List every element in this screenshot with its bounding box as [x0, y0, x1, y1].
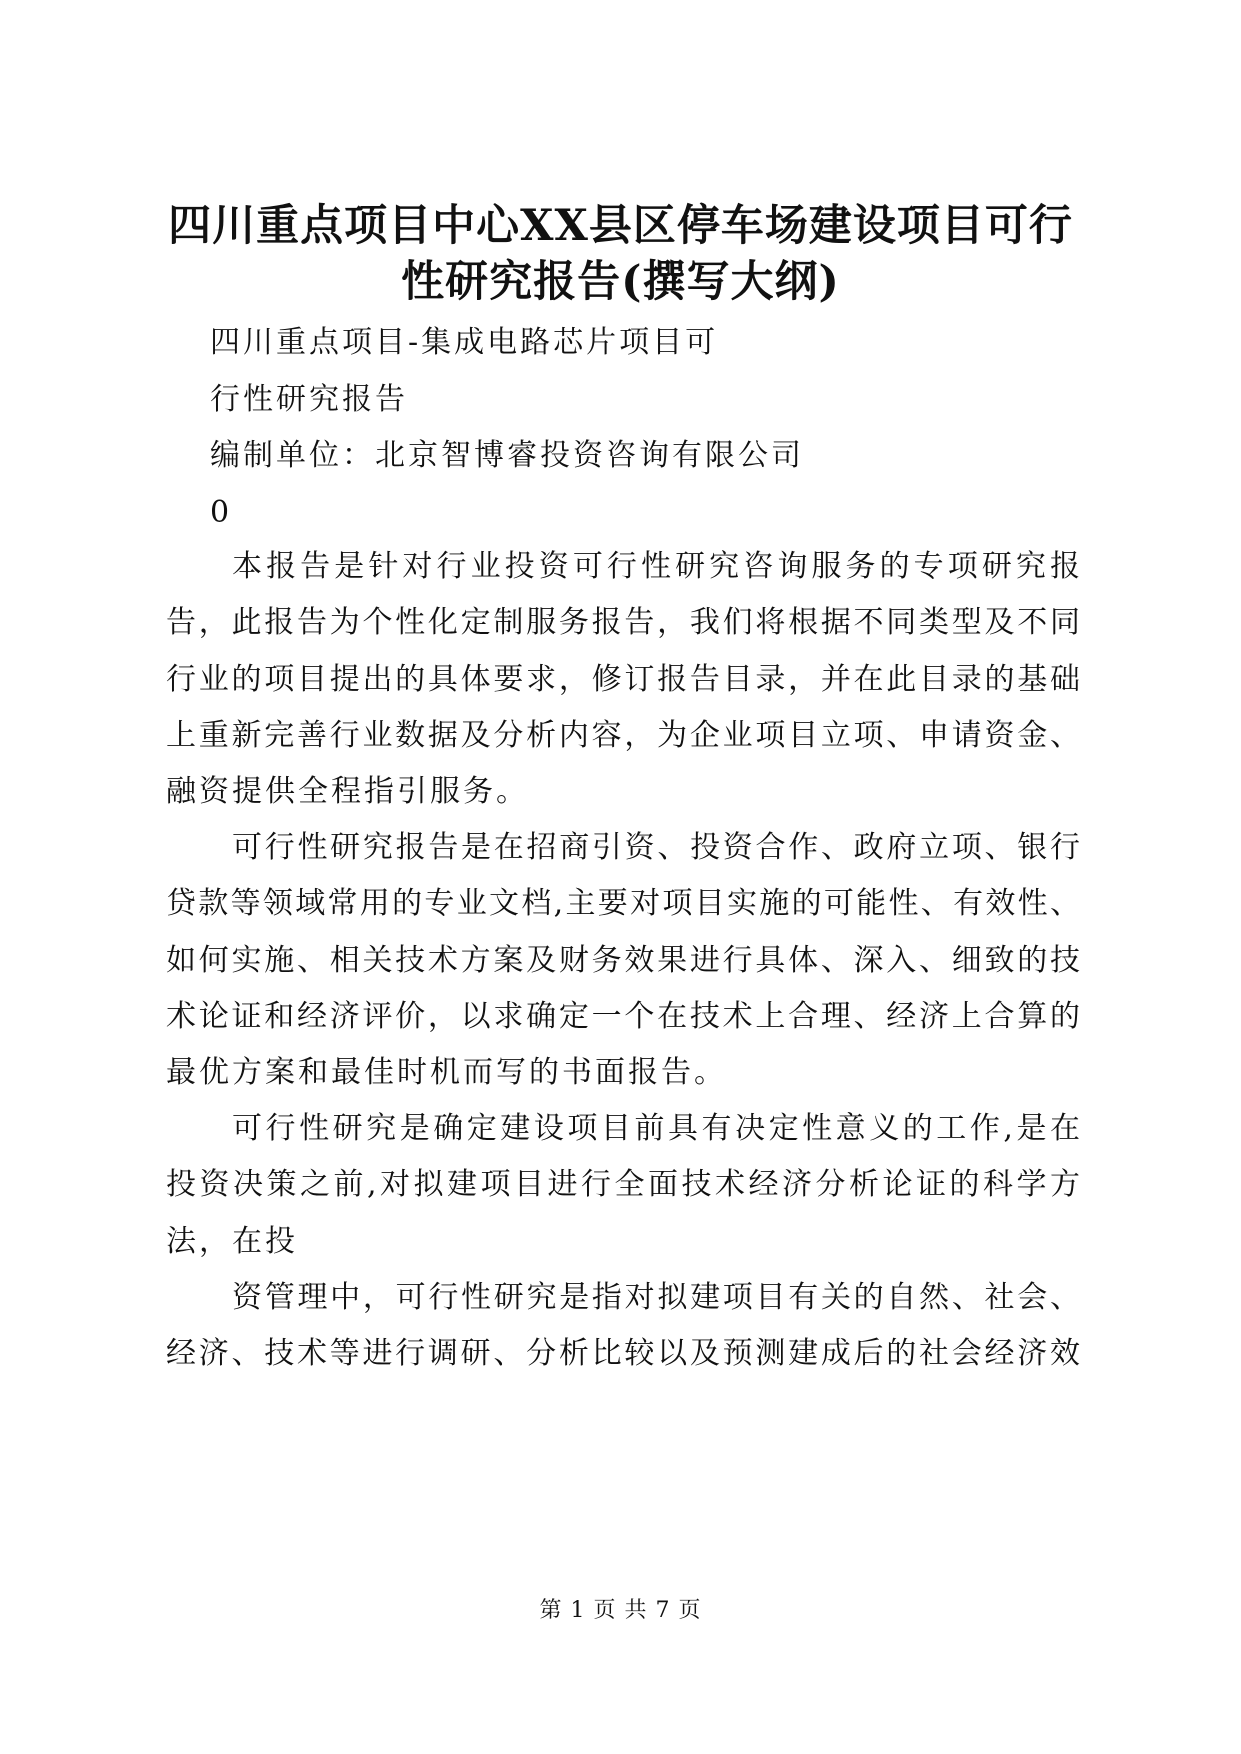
paragraph-1-line-3: 行业的项目提出的具体要求，修订报告目录，并在此目录的基础: [166, 662, 1080, 697]
page-footer: 第 1 页 共 7 页: [539, 1598, 702, 1623]
paragraph-2-line-5: 最优方案和最佳时机而写的书面报告。: [166, 1055, 727, 1090]
paragraph-1-line-1: 本报告是针对行业投资可行性研究咨询服务的专项研究报: [232, 549, 1080, 584]
paragraph-2-line-4: 术论证和经济评价，以求确定一个在技术上合理、经济上合算的: [166, 999, 1080, 1034]
paragraph-3-line-3: 法，在投: [166, 1224, 298, 1259]
paragraph-1-line-5: 融资提供全程指引服务。: [166, 774, 529, 809]
paragraph-2-line-1: 可行性研究报告是在招商引资、投资合作、政府立项、银行: [232, 830, 1080, 865]
document-title: 四川重点项目中心XX县区停车场建设项目可行性研究报告(撰写大纲): [168, 201, 1073, 307]
paragraph-4-line-1: 资管理中，可行性研究是指对拟建项目有关的自然、社会、: [232, 1280, 1080, 1315]
paragraph-1-line-4: 上重新完善行业数据及分析内容，为企业项目立项、申请资金、: [166, 718, 1080, 753]
paragraph-2-line-3: 如何实施、相关技术方案及财务效果进行具体、深入、细致的技: [166, 943, 1080, 978]
paragraph-3-line-1: 可行性研究是确定建设项目前具有决定性意义的工作,是在: [232, 1111, 1080, 1146]
paragraph-2-line-2: 贷款等领域常用的专业文档,主要对项目实施的可能性、有效性、: [166, 886, 1080, 921]
page-number-text: 0: [210, 495, 233, 530]
paragraph-4-line-2: 经济、技术等进行调研、分析比较以及预测建成后的社会经济效: [166, 1336, 1080, 1371]
compiler-line: 编制单位：北京智博睿投资咨询有限公司: [210, 438, 804, 473]
paragraph-1-line-2: 告，此报告为个性化定制服务报告，我们将根据不同类型及不同: [166, 605, 1080, 640]
subtitle-line-1: 四川重点项目-集成电路芯片项目可: [210, 325, 719, 360]
paragraph-3-line-2: 投资决策之前,对拟建项目进行全面技术经济分析论证的科学方: [166, 1167, 1080, 1202]
subtitle-line-2: 行性研究报告: [210, 382, 408, 417]
